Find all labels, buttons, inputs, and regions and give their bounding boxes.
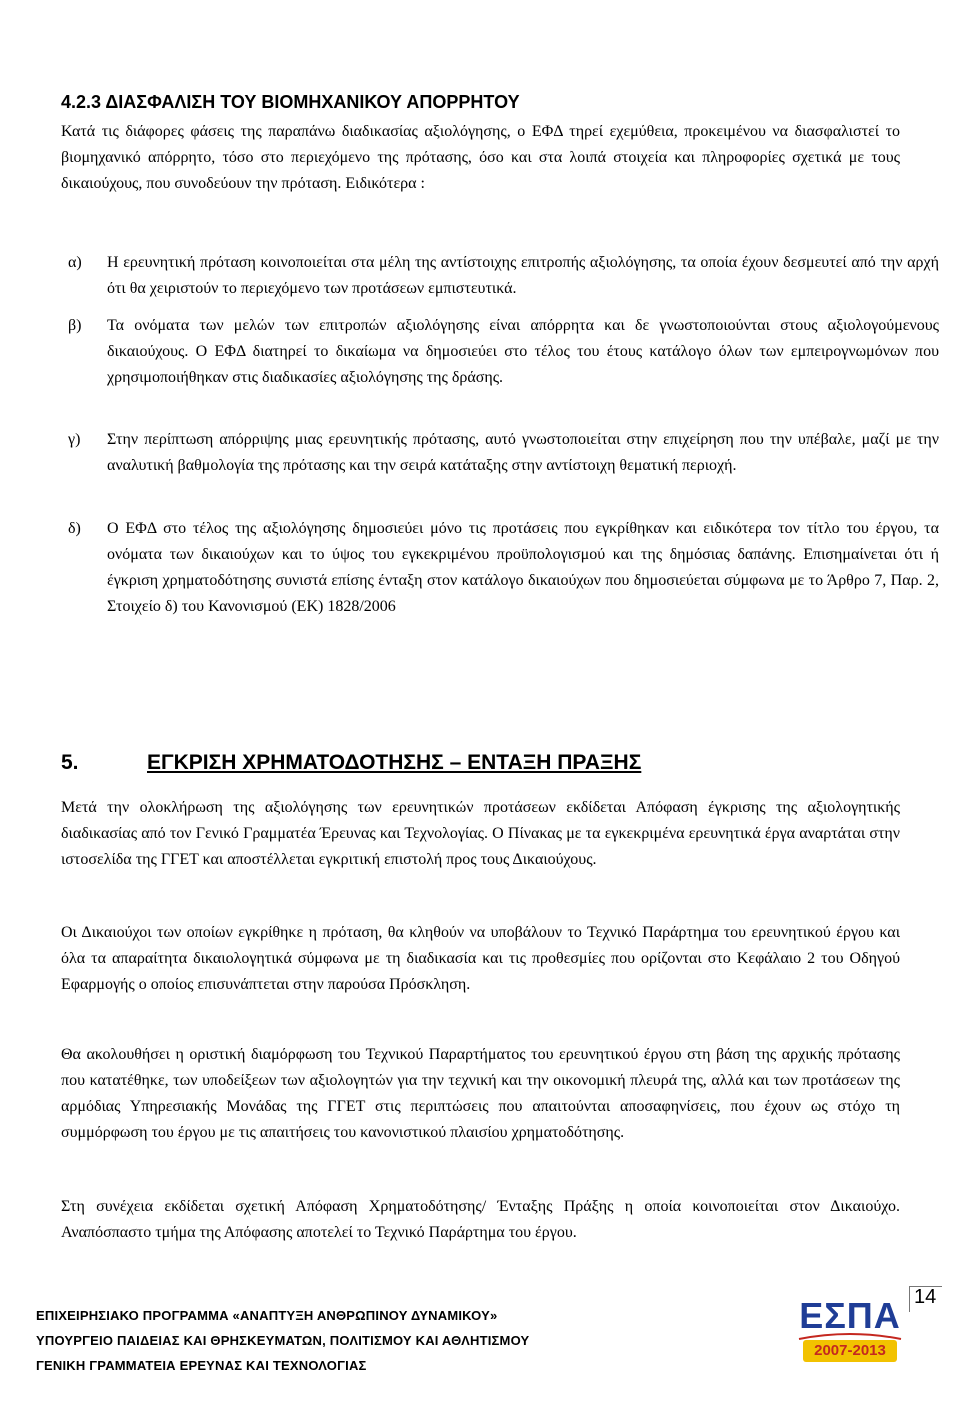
footer-ministry: ΥΠΟΥΡΓΕΙΟ ΠΑΙΔΕΙΑΣ ΚΑΙ ΘΡΗΣΚΕΥΜΑΤΩΝ, ΠΟΛΙΤΙΣΜΟΥ ΚΑΙ ΑΘΛΗΤΙΣΜΟΥ [36,1333,530,1348]
list-marker: δ) [68,520,81,537]
section-intro: Κατά τις διάφορες φάσεις της παραπάνω διαδικασίας αξιολόγησης, ο ΕΦΔ τηρεί εχεμύθεια, προκειμένου να διασφαλιστεί το βιομηχανικό απόρρητο, τόσο στο περιεχόμενο της πρότασης, όσο και στα λοιπά στοιχεία και πληροφορίες σχετικά με τους δικαιούχους, που συνοδεύουν την πρόταση. Ειδικότερα : [61,123,900,192]
page-number: 14 [914,1286,937,1308]
list-item [68,427,939,479]
chapter-heading [61,751,641,775]
list-item-text: Ο ΕΦΔ στο τέλος της αξιολόγησης δημοσιεύει μόνο τις προτάσεις που εγκρίθηκαν και ειδικότερα τον τίτλο του έργου, τα ονόματα των δικαιούχων και το ύψος του εγκεκριμένου προϋπολογισμού και της δημόσιας δαπάνης. Επισημαίνεται ότι ή έγκριση χρηματοδότησης συνιστά επίσης ένταξη στον κατάλογο δικαιούχων που δημοσιεύεται σύμφωνα με το Άρθρο 7, Παρ. 2, Στοιχείο δ) του Κανονισμού (ΕΚ) 1828/2006 [107,520,939,615]
list-item-text: Στην περίπτωση απόρριψης μιας ερευνητικής πρότασης, αυτό γνωστοποιείται στην επιχείρηση που την υπέβαλε, μαζί με την αναλυτική βαθμολογία της πρότασης και την σειρά κατάταξης στην αντίστοιχη θεματική περιοχή. [107,431,939,474]
espa-logo-years: 2007-2013 [803,1340,897,1362]
espa-logo [795,1296,905,1380]
list-item [68,250,939,302]
chapter-paragraph: Μετά την ολοκλήρωση της αξιολόγησης των ερευνητικών προτάσεων εκδίδεται Απόφαση έγκρισης της αξιολογητικής διαδικασίας από τον Γενικό Γραμματέα Έρευνας και Τεχνολογίας. Ο Πίνακας με τα εγκεκριμένα ερευνητικά έργα αναρτάται στην ιστοσελίδα της ΓΓΕΤ και αποστέλλεται εγκριτική επιστολή προς τους Δικαιούχους. [61,799,900,868]
list-item [68,516,939,620]
list-item [68,313,939,391]
list-item-text: Η ερευνητική πρόταση κοινοποιείται στα μέλη της αντίστοιχης επιτροπής αξιολόγησης, τα οποία έχουν δεσμευτεί από την αρχή ότι θα χειριστούν το περιεχόμενο των προτάσεων εμπιστευτικά. [107,254,939,297]
chapter-number: 5. [61,751,79,774]
list-marker: γ) [68,431,81,448]
chapter-title: ΕΓΚΡΙΣΗ ΧΡΗΜΑΤΟΔΟΤΗΣΗΣ – ΕΝΤΑΞΗ ΠΡΑΞΗΣ [147,751,642,774]
footer-program: ΕΠΙΧΕΙΡΗΣΙΑΚΟ ΠΡΟΓΡΑΜΜΑ «ΑΝΑΠΤΥΞΗ ΑΝΘΡΩΠΙΝΟΥ ΔΥΝΑΜΙΚΟΥ» [36,1308,498,1323]
footer-secretariat: ΓΕΝΙΚΗ ΓΡΑΜΜΑΤΕΙΑ ΕΡΕΥΝΑΣ ΚΑΙ ΤΕΧΝΟΛΟΓΙΑΣ [36,1358,367,1373]
chapter-paragraph: Στη συνέχεια εκδίδεται σχετική Απόφαση Χρηματοδότησης/ Ένταξης Πράξης η οποία κοινοποιείται στον Δικαιούχο. Αναπόσπαστο τμήμα της Απόφασης αποτελεί το Τεχνικό Παράρτημα του έργου. [61,1198,900,1241]
chapter-paragraph: Θα ακολουθήσει η οριστική διαμόρφωση του Τεχνικού Παραρτήματος του ερευνητικού έργου στη βάση της αρχικής πρότασης που κατατέθηκε, των υποδείξεων των αξιολογητών για την τεχνική και την οικονομική πλευρά της, αλλά και των προτάσεων της αρμόδιας Υπηρεσιακής Μονάδας της ΓΓΕΤ στις περιπτώσεις που απαιτούνται αποσαφηνίσεις, που έχουν ως στόχο τη συμμόρφωση του έργου με τις απαιτήσεις του κανονιστικού πλαισίου χρηματοδότησης. [61,1046,900,1141]
section-heading: 4.2.3 ΔΙΑΣΦΑΛΙΣΗ ΤΟΥ ΒΙΟΜΗΧΑΝΙΚΟΥ ΑΠΟΡΡΗΤΟΥ [61,92,520,112]
list-item-text: Τα ονόματα των μελών των επιτροπών αξιολόγησης είναι απόρρητα και δε γνωστοποιούνται στους αξιολογούμενους δικαιούχους. Ο ΕΦΔ διατηρεί το δικαίωμα να δημοσιεύει στο τέλος του έτους κατάλογο όλων των εμπειρογνωμόνων που χρησιμοποιήθηκαν στις διαδικασίες αξιολόγησης της δράσης. [107,317,939,386]
espa-logo-swoosh-icon [797,1332,903,1340]
espa-logo-wordmark: ΕΣΠΑ [799,1295,901,1336]
chapter-paragraph: Οι Δικαιούχοι των οποίων εγκρίθηκε η πρόταση, θα κληθούν να υποβάλουν το Τεχνικό Παράρτημα του ερευνητικού έργου και όλα τα απαραίτητα δικαιολογητικά σύμφωνα με τη διαδικασία και τις προθεσμίες που ορίζονται στο Κεφάλαιο 2 του Οδηγού Εφαρμογής ο οποίος επισυνάπτεται στην παρούσα Πρόσκληση. [61,924,900,993]
list-marker: α) [68,254,82,271]
list-marker: β) [68,317,82,334]
page-number-rule-vertical [909,1286,910,1312]
